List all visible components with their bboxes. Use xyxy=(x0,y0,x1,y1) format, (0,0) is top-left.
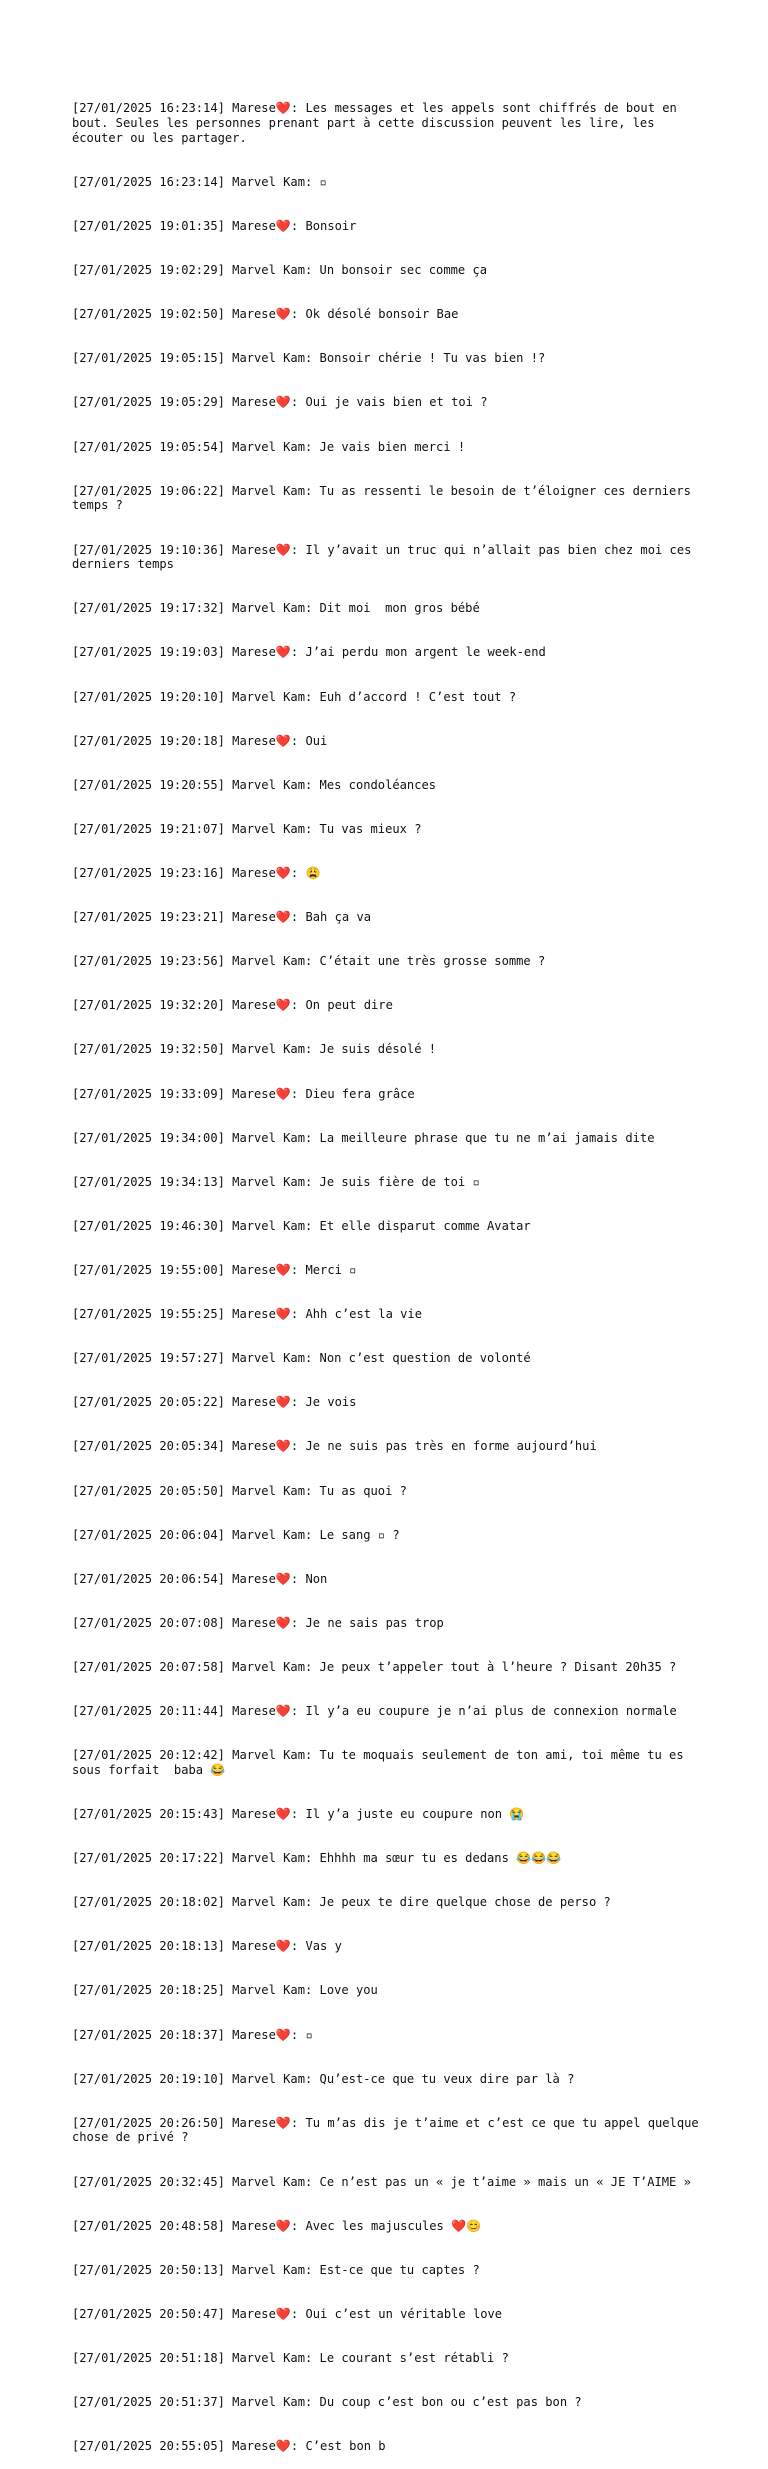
message-line: [27/01/2025 20:51:37] Marvel Kam: Du coup c’est bon ou c’est pas bon ? xyxy=(72,2395,582,2410)
message-line: [27/01/2025 20:06:04] Marvel Kam: Le sang ▫ ? xyxy=(72,1527,400,1542)
message-line: [27/01/2025 19:20:10] Marvel Kam: Euh d’accord ! C’est tout ? xyxy=(72,689,517,704)
message-line: [27/01/2025 20:18:13] Marese❤️: Vas y xyxy=(72,1939,342,1954)
message-line: [27/01/2025 20:07:58] Marvel Kam: Je peux t’appeler tout à l’heure ? Disant 20h35 ? xyxy=(72,1659,677,1674)
message-line: [27/01/2025 20:26:50] Marese❤️: Tu m’as dis je t’aime et c’est ce que tu appel quelque chose de privé ? xyxy=(72,2115,706,2145)
message-line: [27/01/2025 20:18:02] Marvel Kam: Je peux te dire quelque chose de perso ? xyxy=(72,1895,611,1910)
message-line: [27/01/2025 19:05:29] Marese❤️: Oui je vais bien et toi ? xyxy=(72,395,488,410)
message-line: [27/01/2025 19:55:25] Marese❤️: Ahh c’est la vie xyxy=(72,1307,422,1322)
message-line: [27/01/2025 19:05:15] Marvel Kam: Bonsoir chérie ! Tu vas bien !? xyxy=(72,351,546,366)
chat-log xyxy=(72,72,706,2469)
message-line: [27/01/2025 19:17:32] Marvel Kam: Dit moi mon gros bébé xyxy=(72,601,480,616)
message-line: [27/01/2025 20:18:25] Marvel Kam: Love you xyxy=(72,1983,378,1998)
message-line: [27/01/2025 19:32:50] Marvel Kam: Je suis désolé ! xyxy=(72,1042,437,1057)
message-line: [27/01/2025 20:12:42] Marvel Kam: Tu te moquais seulement de ton ami, toi même tu es sous forfait baba 😂 xyxy=(72,1748,691,1777)
message-line: [27/01/2025 20:55:05] Marese❤️: C’est bon b xyxy=(72,2439,386,2454)
message-line: [27/01/2025 20:05:22] Marese❤️: Je vois xyxy=(72,1395,357,1410)
message-line: [27/01/2025 16:23:14] Marvel Kam: ▫ xyxy=(72,174,327,189)
message-line: [27/01/2025 20:18:37] Marese❤️: ▫ xyxy=(72,2027,313,2042)
message-line: [27/01/2025 20:07:08] Marese❤️: Je ne sais pas trop xyxy=(72,1615,444,1630)
message-line: [27/01/2025 19:02:29] Marvel Kam: Un bonsoir sec comme ça xyxy=(72,263,488,278)
message-line: [27/01/2025 19:23:16] Marese❤️: 😩 xyxy=(72,865,321,880)
message-line: [27/01/2025 20:17:22] Marvel Kam: Ehhhh ma sœur tu es dedans 😂😂😂 xyxy=(72,1851,562,1866)
message-line: [27/01/2025 20:05:34] Marese❤️: Je ne suis pas très en forme aujourd’hui xyxy=(72,1439,597,1454)
message-line: [27/01/2025 20:48:58] Marese❤️: Avec les majuscules ❤️😊 xyxy=(72,2218,482,2233)
message-line: [27/01/2025 20:05:50] Marvel Kam: Tu as quoi ? xyxy=(72,1483,407,1498)
message-line: [27/01/2025 19:20:55] Marvel Kam: Mes condoléances xyxy=(72,777,437,792)
message-line: [27/01/2025 19:34:13] Marvel Kam: Je suis fière de toi ▫ xyxy=(72,1174,480,1189)
message-line: [27/01/2025 19:02:50] Marese❤️: Ok désolé bonsoir Bae xyxy=(72,307,459,322)
message-line: [27/01/2025 20:19:10] Marvel Kam: Qu’est-ce que tu veux dire par là ? xyxy=(72,2071,575,2086)
message-line: [27/01/2025 20:06:54] Marese❤️: Non xyxy=(72,1571,328,1586)
message-line: [27/01/2025 19:05:54] Marvel Kam: Je vais bien merci ! xyxy=(72,439,466,454)
message-line: [27/01/2025 20:15:43] Marese❤️: Il y’a juste eu coupure non 😭 xyxy=(72,1806,525,1821)
message-line: [27/01/2025 19:20:18] Marese❤️: Oui xyxy=(72,733,328,748)
message-line: [27/01/2025 19:34:00] Marvel Kam: La meilleure phrase que tu ne m’ai jamais dite xyxy=(72,1130,655,1145)
message-line: [27/01/2025 20:50:13] Marvel Kam: Est-ce que tu captes ? xyxy=(72,2262,480,2277)
message-line: [27/01/2025 19:21:07] Marvel Kam: Tu vas mieux ? xyxy=(72,821,422,836)
message-line: [27/01/2025 16:23:14] Marese❤️: Les messages et les appels sont chiffrés de bout en bout. Seules les personnes prenant part à cette discussion peuvent les lire, les écouter ou les partager. xyxy=(72,101,685,145)
message-line: [27/01/2025 20:11:44] Marese❤️: Il y’a eu coupure je n’ai plus de connexion normale xyxy=(72,1704,677,1719)
message-line: [27/01/2025 19:33:09] Marese❤️: Dieu fera grâce xyxy=(72,1086,415,1101)
message-line: [27/01/2025 19:32:20] Marese❤️: On peut dire xyxy=(72,998,393,1013)
message-line: [27/01/2025 19:06:22] Marvel Kam: Tu as ressenti le besoin de t’éloigner ces derniers temps ? xyxy=(72,483,699,513)
message-line: [27/01/2025 19:46:30] Marvel Kam: Et elle disparut comme Avatar xyxy=(72,1218,531,1233)
message-line: [27/01/2025 20:51:18] Marvel Kam: Le courant s’est rétabli ? xyxy=(72,2350,509,2365)
message-line: [27/01/2025 19:57:27] Marvel Kam: Non c’est question de volonté xyxy=(72,1351,531,1366)
message-line: [27/01/2025 19:55:00] Marese❤️: Merci ▫ xyxy=(72,1262,357,1277)
message-line: [27/01/2025 19:01:35] Marese❤️: Bonsoir xyxy=(72,219,357,234)
message-line: [27/01/2025 19:23:21] Marese❤️: Bah ça va xyxy=(72,910,372,925)
message-line: [27/01/2025 19:19:03] Marese❤️: J’ai perdu mon argent le week-end xyxy=(72,645,546,660)
message-line: [27/01/2025 20:32:45] Marvel Kam: Ce n’est pas un « je t’aime » mais un « JE T’AIME » xyxy=(72,2174,691,2189)
message-line: [27/01/2025 19:23:56] Marvel Kam: C’était une très grosse somme ? xyxy=(72,954,546,969)
message-line: [27/01/2025 20:50:47] Marese❤️: Oui c’est un véritable love xyxy=(72,2306,503,2321)
message-line: [27/01/2025 19:10:36] Marese❤️: Il y’avait un truc qui n’allait pas bien chez moi ces derniers temps xyxy=(72,542,699,572)
